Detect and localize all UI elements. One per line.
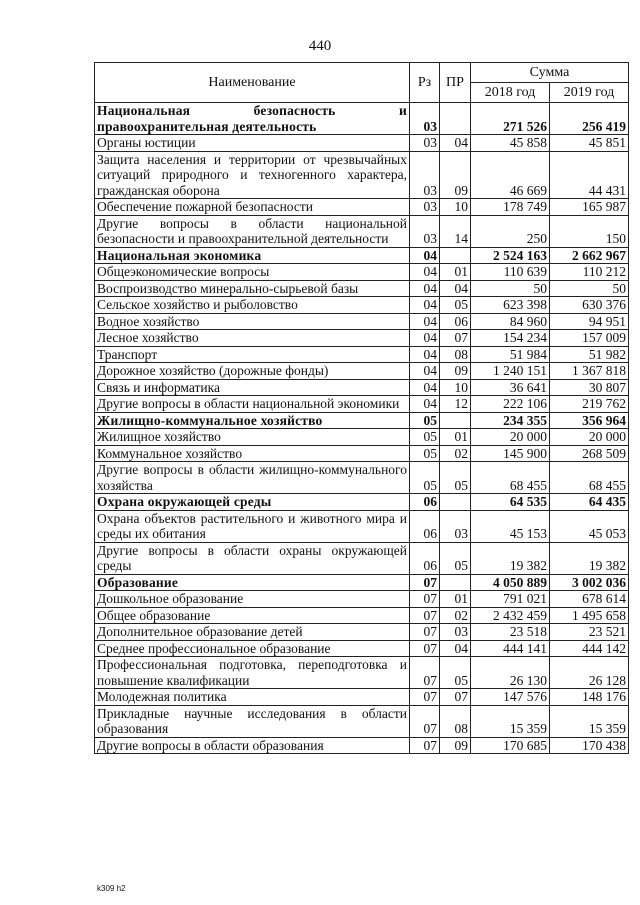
row-amount-2019: 219 762 bbox=[550, 396, 629, 413]
table-row bbox=[95, 510, 629, 542]
row-name: Водное хозяйство bbox=[95, 313, 410, 330]
row-pr-code: 10 bbox=[440, 379, 471, 396]
row-amount-2019: 630 376 bbox=[550, 297, 629, 314]
row-pr-code: 05 bbox=[440, 462, 471, 494]
table-row bbox=[95, 737, 629, 754]
row-rz-code: 05 bbox=[410, 462, 440, 494]
row-pr-code bbox=[440, 247, 471, 264]
row-name: Другие вопросы в области образования bbox=[95, 737, 410, 754]
row-amount-2019: 110 212 bbox=[550, 264, 629, 281]
row-amount-2019: 45 851 bbox=[550, 135, 629, 152]
row-amount-2018: 15 359 bbox=[471, 705, 550, 737]
table-row bbox=[95, 462, 629, 494]
row-amount-2019: 68 455 bbox=[550, 462, 629, 494]
table-row bbox=[95, 574, 629, 591]
table-row bbox=[95, 297, 629, 314]
row-amount-2019: 15 359 bbox=[550, 705, 629, 737]
table-row bbox=[95, 346, 629, 363]
row-amount-2019: 256 419 bbox=[550, 103, 629, 135]
row-pr-code: 10 bbox=[440, 199, 471, 216]
row-amount-2018: 51 984 bbox=[471, 346, 550, 363]
row-name: Транспорт bbox=[95, 346, 410, 363]
row-pr-code bbox=[440, 103, 471, 135]
row-amount-2018: 45 858 bbox=[471, 135, 550, 152]
row-name: Другие вопросы в области национальной безопасности и правоохранительной деятельности bbox=[95, 215, 410, 247]
row-rz-code: 03 bbox=[410, 215, 440, 247]
row-amount-2019: 26 128 bbox=[550, 657, 629, 689]
row-name: Воспроизводство минерально-сырьевой базы bbox=[95, 280, 410, 297]
row-amount-2018: 791 021 bbox=[471, 591, 550, 608]
row-amount-2018: 147 576 bbox=[471, 689, 550, 706]
row-rz-code: 04 bbox=[410, 379, 440, 396]
row-rz-code: 07 bbox=[410, 737, 440, 754]
footer-code: k309 h2 bbox=[97, 884, 126, 893]
row-pr-code: 09 bbox=[440, 737, 471, 754]
table-row bbox=[95, 689, 629, 706]
row-amount-2018: 250 bbox=[471, 215, 550, 247]
row-amount-2019: 44 431 bbox=[550, 151, 629, 199]
row-pr-code: 02 bbox=[440, 445, 471, 462]
row-rz-code: 04 bbox=[410, 297, 440, 314]
table-row bbox=[95, 199, 629, 216]
row-amount-2018: 1 240 151 bbox=[471, 363, 550, 380]
row-name: Среднее профессиональное образование bbox=[95, 640, 410, 657]
table-row bbox=[95, 657, 629, 689]
row-amount-2018: 444 141 bbox=[471, 640, 550, 657]
row-name: Общеэкономические вопросы bbox=[95, 264, 410, 281]
row-name: Образование bbox=[95, 574, 410, 591]
row-name: Жилищное хозяйство bbox=[95, 429, 410, 446]
row-amount-2019: 2 662 967 bbox=[550, 247, 629, 264]
row-name: Общее образование bbox=[95, 607, 410, 624]
header-pr: ПР bbox=[440, 63, 471, 103]
row-rz-code: 07 bbox=[410, 574, 440, 591]
row-name: Профессиональная подготовка, переподготовка и повышение квалификации bbox=[95, 657, 410, 689]
row-amount-2018: 222 106 bbox=[471, 396, 550, 413]
row-name: Национальная безопасность и правоохранительная деятельность bbox=[95, 103, 410, 135]
row-amount-2019: 170 438 bbox=[550, 737, 629, 754]
row-name: Защита населения и территории от чрезвычайных ситуаций природного и техногенного характера, гражданская оборона bbox=[95, 151, 410, 199]
table-row bbox=[95, 624, 629, 641]
row-rz-code: 04 bbox=[410, 363, 440, 380]
table-header bbox=[95, 63, 629, 103]
row-name: Дорожное хозяйство (дорожные фонды) bbox=[95, 363, 410, 380]
row-name: Другие вопросы в области охраны окружающей среды bbox=[95, 542, 410, 574]
row-name: Сельское хозяйство и рыболовство bbox=[95, 297, 410, 314]
header-year-2019: 2019 год bbox=[550, 83, 629, 103]
row-name: Коммунальное хозяйство bbox=[95, 445, 410, 462]
row-amount-2019: 268 509 bbox=[550, 445, 629, 462]
row-amount-2018: 110 639 bbox=[471, 264, 550, 281]
table-row bbox=[95, 412, 629, 429]
row-amount-2018: 234 355 bbox=[471, 412, 550, 429]
row-pr-code: 12 bbox=[440, 396, 471, 413]
table-row bbox=[95, 280, 629, 297]
row-amount-2018: 4 050 889 bbox=[471, 574, 550, 591]
table-row bbox=[95, 591, 629, 608]
table-row bbox=[95, 247, 629, 264]
row-pr-code bbox=[440, 412, 471, 429]
row-rz-code: 07 bbox=[410, 607, 440, 624]
table-row bbox=[95, 103, 629, 135]
row-amount-2019: 356 964 bbox=[550, 412, 629, 429]
row-rz-code: 05 bbox=[410, 445, 440, 462]
row-pr-code: 08 bbox=[440, 705, 471, 737]
table-row bbox=[95, 363, 629, 380]
row-name: Обеспечение пожарной безопасности bbox=[95, 199, 410, 216]
table-row bbox=[95, 135, 629, 152]
row-amount-2019: 3 002 036 bbox=[550, 574, 629, 591]
row-pr-code: 08 bbox=[440, 346, 471, 363]
row-rz-code: 07 bbox=[410, 591, 440, 608]
row-rz-code: 07 bbox=[410, 657, 440, 689]
row-pr-code: 09 bbox=[440, 151, 471, 199]
row-pr-code: 05 bbox=[440, 542, 471, 574]
row-pr-code: 14 bbox=[440, 215, 471, 247]
row-pr-code: 06 bbox=[440, 313, 471, 330]
row-rz-code: 05 bbox=[410, 429, 440, 446]
table-row bbox=[95, 542, 629, 574]
row-amount-2019: 1 367 818 bbox=[550, 363, 629, 380]
table-row bbox=[95, 429, 629, 446]
table-row bbox=[95, 379, 629, 396]
row-amount-2019: 23 521 bbox=[550, 624, 629, 641]
table-row bbox=[95, 215, 629, 247]
row-name: Органы юстиции bbox=[95, 135, 410, 152]
row-name: Другие вопросы в области жилищно-коммунального хозяйства bbox=[95, 462, 410, 494]
row-rz-code: 04 bbox=[410, 346, 440, 363]
row-rz-code: 03 bbox=[410, 135, 440, 152]
row-pr-code: 05 bbox=[440, 657, 471, 689]
row-rz-code: 04 bbox=[410, 313, 440, 330]
row-pr-code: 02 bbox=[440, 607, 471, 624]
row-amount-2019: 444 142 bbox=[550, 640, 629, 657]
row-amount-2018: 2 524 163 bbox=[471, 247, 550, 264]
row-name: Дополнительное образование детей bbox=[95, 624, 410, 641]
row-pr-code: 09 bbox=[440, 363, 471, 380]
row-amount-2018: 46 669 bbox=[471, 151, 550, 199]
row-name: Охрана объектов растительного и животного мира и среды их обитания bbox=[95, 510, 410, 542]
row-amount-2018: 145 900 bbox=[471, 445, 550, 462]
row-amount-2018: 26 130 bbox=[471, 657, 550, 689]
row-rz-code: 06 bbox=[410, 510, 440, 542]
table-row bbox=[95, 151, 629, 199]
row-amount-2018: 45 153 bbox=[471, 510, 550, 542]
row-pr-code: 03 bbox=[440, 510, 471, 542]
row-rz-code: 04 bbox=[410, 264, 440, 281]
row-pr-code: 07 bbox=[440, 689, 471, 706]
header-sum: Сумма bbox=[471, 63, 629, 83]
row-amount-2019: 20 000 bbox=[550, 429, 629, 446]
row-pr-code: 04 bbox=[440, 280, 471, 297]
row-name: Дошкольное образование bbox=[95, 591, 410, 608]
row-amount-2018: 20 000 bbox=[471, 429, 550, 446]
row-rz-code: 04 bbox=[410, 280, 440, 297]
row-amount-2018: 23 518 bbox=[471, 624, 550, 641]
row-pr-code: 01 bbox=[440, 429, 471, 446]
row-name: Лесное хозяйство bbox=[95, 330, 410, 347]
row-rz-code: 03 bbox=[410, 103, 440, 135]
row-amount-2019: 94 951 bbox=[550, 313, 629, 330]
row-amount-2019: 30 807 bbox=[550, 379, 629, 396]
row-name: Жилищно-коммунальное хозяйство bbox=[95, 412, 410, 429]
row-amount-2019: 157 009 bbox=[550, 330, 629, 347]
row-amount-2019: 678 614 bbox=[550, 591, 629, 608]
table-row bbox=[95, 494, 629, 511]
row-amount-2018: 36 641 bbox=[471, 379, 550, 396]
row-amount-2018: 50 bbox=[471, 280, 550, 297]
row-amount-2019: 50 bbox=[550, 280, 629, 297]
row-amount-2019: 19 382 bbox=[550, 542, 629, 574]
row-amount-2019: 51 982 bbox=[550, 346, 629, 363]
row-rz-code: 03 bbox=[410, 199, 440, 216]
row-pr-code: 04 bbox=[440, 640, 471, 657]
table-row bbox=[95, 396, 629, 413]
row-name: Связь и информатика bbox=[95, 379, 410, 396]
row-pr-code: 05 bbox=[440, 297, 471, 314]
table-body bbox=[95, 103, 629, 754]
row-pr-code: 03 bbox=[440, 624, 471, 641]
row-amount-2019: 64 435 bbox=[550, 494, 629, 511]
row-amount-2018: 84 960 bbox=[471, 313, 550, 330]
row-name: Охрана окружающей среды bbox=[95, 494, 410, 511]
row-rz-code: 06 bbox=[410, 542, 440, 574]
row-amount-2018: 64 535 bbox=[471, 494, 550, 511]
table-row bbox=[95, 264, 629, 281]
row-amount-2018: 19 382 bbox=[471, 542, 550, 574]
row-rz-code: 04 bbox=[410, 396, 440, 413]
header-rz: Рз bbox=[410, 63, 440, 103]
row-rz-code: 05 bbox=[410, 412, 440, 429]
row-name: Молодежная политика bbox=[95, 689, 410, 706]
row-amount-2018: 2 432 459 bbox=[471, 607, 550, 624]
page-number: 440 bbox=[308, 38, 332, 54]
row-name: Национальная экономика bbox=[95, 247, 410, 264]
row-rz-code: 07 bbox=[410, 624, 440, 641]
row-pr-code: 07 bbox=[440, 330, 471, 347]
table-row bbox=[95, 313, 629, 330]
row-rz-code: 07 bbox=[410, 689, 440, 706]
row-amount-2018: 170 685 bbox=[471, 737, 550, 754]
row-amount-2019: 148 176 bbox=[550, 689, 629, 706]
row-rz-code: 07 bbox=[410, 705, 440, 737]
row-rz-code: 04 bbox=[410, 330, 440, 347]
table-row bbox=[95, 330, 629, 347]
row-rz-code: 07 bbox=[410, 640, 440, 657]
row-rz-code: 04 bbox=[410, 247, 440, 264]
row-pr-code: 01 bbox=[440, 591, 471, 608]
row-amount-2018: 623 398 bbox=[471, 297, 550, 314]
row-amount-2019: 165 987 bbox=[550, 199, 629, 216]
row-rz-code: 03 bbox=[410, 151, 440, 199]
header-year-2018: 2018 год bbox=[471, 83, 550, 103]
row-amount-2018: 271 526 bbox=[471, 103, 550, 135]
row-amount-2019: 1 495 658 bbox=[550, 607, 629, 624]
row-amount-2019: 45 053 bbox=[550, 510, 629, 542]
row-name: Прикладные научные исследования в области образования bbox=[95, 705, 410, 737]
row-pr-code: 04 bbox=[440, 135, 471, 152]
row-amount-2019: 150 bbox=[550, 215, 629, 247]
row-pr-code: 01 bbox=[440, 264, 471, 281]
row-amount-2018: 154 234 bbox=[471, 330, 550, 347]
table-row bbox=[95, 705, 629, 737]
table-row bbox=[95, 445, 629, 462]
row-amount-2018: 68 455 bbox=[471, 462, 550, 494]
table-row bbox=[95, 640, 629, 657]
row-name: Другие вопросы в области национальной экономики bbox=[95, 396, 410, 413]
row-pr-code bbox=[440, 494, 471, 511]
header-name: Наименование bbox=[95, 63, 410, 103]
row-amount-2018: 178 749 bbox=[471, 199, 550, 216]
row-rz-code: 06 bbox=[410, 494, 440, 511]
table-row bbox=[95, 607, 629, 624]
budget-table bbox=[94, 62, 629, 754]
row-pr-code bbox=[440, 574, 471, 591]
